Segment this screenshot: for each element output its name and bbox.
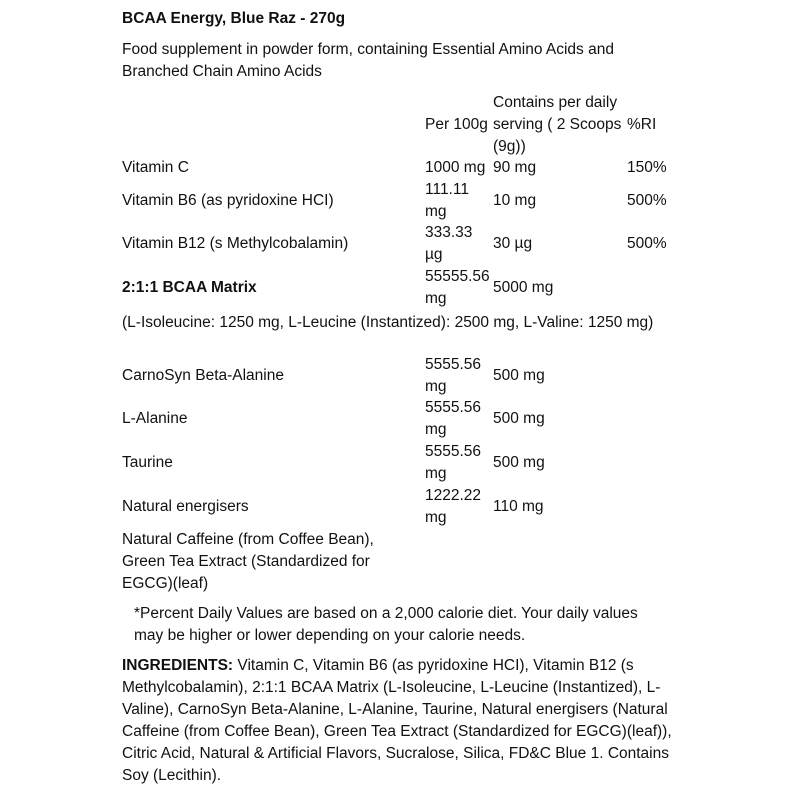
row-serving-vitamin-b6: 10 mg [493,192,537,209]
row-label-bcaa-matrix: 2:1:1 BCAA Matrix [122,279,257,296]
row-label-vitamin-c: Vitamin C [122,159,189,176]
row-ri-vitamin-c: 150% [627,159,667,176]
row-label-taurine: Taurine [122,454,173,471]
ingredients-block [122,655,682,787]
row-label-natural-energisers: Natural energisers [122,498,249,515]
bcaa-composition-note: (L-Isoleucine: 1250 mg, L-Leucine (Instantized): 2500 mg, L-Valine: 1250 mg) [122,314,654,331]
row-per100g-bcaa-matrix: 55555.56 mg [425,268,490,307]
row-serving-natural-energisers: 110 mg [493,498,544,515]
product-title: BCAA Energy, Blue Raz - 270g [122,10,346,27]
row-label-vitamin-b6: Vitamin B6 (as pyridoxine HCI) [122,192,334,209]
ingredients-text: Vitamin C, Vitamin B6 (as pyridoxine HCI), Vitamin B12 (s Methylcobalamin), 2:1:1 BCAA Matrix (L-Isoleucine, L-Leucine (Instantized), L-Valine), CarnoSyn Beta-Alanine, L-Alanine, Taurine, Natural energisers (Natural Caffeine (from Coffee Bean), Green Tea Extract (Standardized for EGCG)(leaf)), Citric Acid, Natural & Artificial Flavors, Sucralose, Silica, FD&C Blue 1. Contains Soy (Lecithin). [122,657,672,784]
row-label-vitamin-b12: Vitamin B12 (s Methylcobalamin) [122,235,349,252]
header-serving: Contains per daily serving ( 2 Scoops (9g)) [493,94,622,155]
row-serving-vitamin-b12: 30 µg [493,235,533,252]
row-per100g-vitamin-b12: 333.33 µg [425,224,473,263]
product-description: Food supplement in powder form, containing Essential Amino Acids and Branched Chain Amino Acids [122,41,614,80]
row-per100g-l-alanine: 5555.56 mg [425,399,482,438]
row-ri-vitamin-b12: 500% [627,235,667,252]
row-per100g-vitamin-b6: 111.11 mg [425,181,469,220]
row-serving-taurine: 500 mg [493,454,545,471]
row-serving-vitamin-c: 90 mg [493,159,537,176]
row-per100g-vitamin-c: 1000 mg [425,159,486,176]
row-serving-l-alanine: 500 mg [493,410,545,427]
row-per100g-natural-energisers: 1222.22 mg [425,487,482,526]
energiser-composition-note: Natural Caffeine (from Coffee Bean), Green Tea Extract (Standardized for EGCG)(leaf) [122,531,374,592]
row-per100g-beta-alanine: 5555.56 mg [425,356,482,395]
header-per-100g: Per 100g [425,116,488,133]
row-label-beta-alanine: CarnoSyn Beta-Alanine [122,367,284,384]
row-label-l-alanine: L-Alanine [122,410,188,427]
row-ri-vitamin-b6: 500% [627,192,667,209]
row-per100g-taurine: 5555.56 mg [425,443,482,482]
row-serving-bcaa-matrix: 5000 mg [493,279,554,296]
ingredients-label: INGREDIENTS: [122,657,234,674]
daily-values-footnote: *Percent Daily Values are based on a 2,000 calorie diet. Your daily values may be higher or lower depending on your calorie needs. [134,605,638,644]
row-serving-beta-alanine: 500 mg [493,367,545,384]
header-ri: %RI [627,116,657,133]
